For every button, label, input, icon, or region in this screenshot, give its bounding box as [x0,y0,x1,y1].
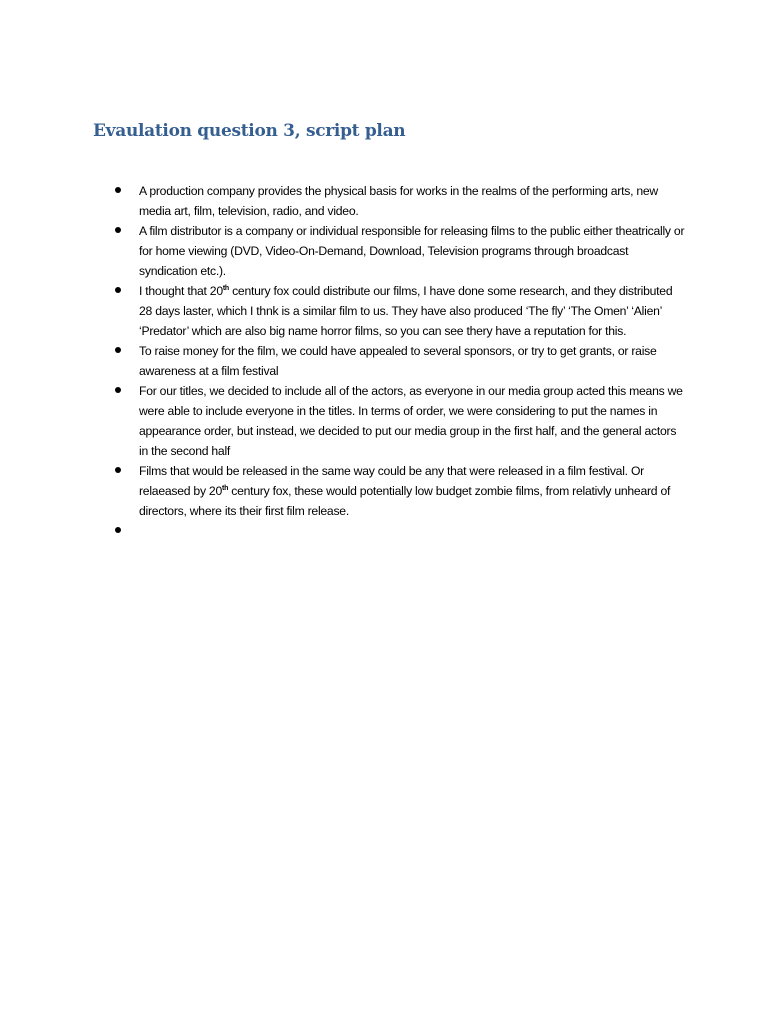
bullet-text-run: I thought that 20 [139,284,223,298]
bullet-item [114,341,686,381]
bullet-text [139,344,657,378]
bullet-dot-icon [115,347,121,353]
bullet-dot-icon [115,227,121,233]
bullet-text-run: To raise money for the film, we could have appealed to several sponsors, or try to get grants, or raise awareness at a film festival [139,344,657,378]
bullet-text [139,224,684,278]
bullet-list [114,181,686,541]
bullet-dot-icon [115,467,121,473]
bullet-dot-icon [115,287,121,293]
bullet-item [114,281,686,341]
bullet-text [139,464,670,518]
superscript-ordinal: th [221,485,229,492]
bullet-text [139,524,142,538]
bullet-dot-icon [115,187,121,193]
bullet-item [114,461,686,521]
bullet-dot-icon [115,387,121,393]
bullet-item [114,381,686,461]
bullet-dot-icon [115,527,121,533]
bullet-item [114,521,686,541]
document-title: Evaulation question 3, script plan [93,121,406,141]
bullet-text [139,184,658,218]
superscript-ordinal: th [222,285,229,292]
bullet-text-run: century fox could distribute our films, I have done some research, and they distributed 28 days laster, which I thnk is a similar film to us. They have also produced ‘The fly’ ‘The Omen’ ‘Alien’ ‘Predator’ which are also big name horror films, so you can see thery have a reputation for this. [139,284,673,338]
bullet-text-run: A film distributor is a company or individual responsible for releasing films to the public either theatrically or for home viewing (DVD, Video-On-Demand, Download, Television programs through broadcast syndication etc.). [139,224,685,278]
bullet-text [139,384,683,458]
bullet-text [139,284,672,338]
bullet-item [114,181,686,221]
bullet-text-run: For our titles, we decided to include all of the actors, as everyone in our media group acted this means we were able to include everyone in the titles. In terms of order, we were considering to put the names in appearance order, but instead, we decided to put our media group in the first half, and the general actors in the second half [139,384,683,458]
bullet-text-run: A production company provides the physical basis for works in the realms of the performing arts, new media art, film, television, radio, and video. [139,184,658,218]
bullet-item [114,221,686,281]
bullet-text-run: century fox, these would potentially low budget zombie films, from relativly unheard of directors, where its their first film release. [139,484,671,518]
bullet-text-run: Films that would be released in the same way could be any that were released in a film festival. Or relaeased by 20 [139,464,644,498]
